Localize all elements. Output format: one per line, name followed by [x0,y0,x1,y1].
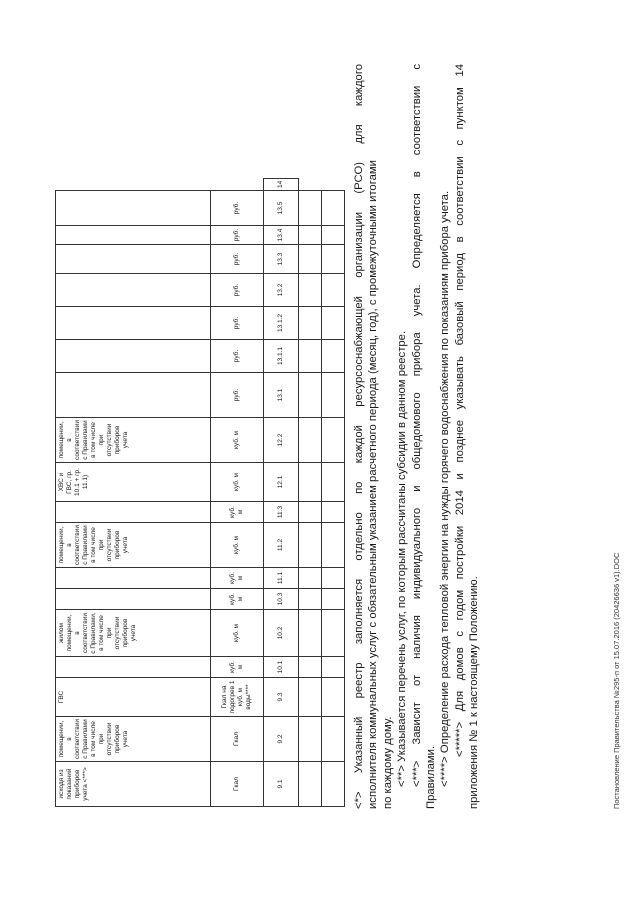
header-cell: помещении, в соответствии с Правилами в том числе при отсутствии приборов учета [56,523,211,568]
empty-cell [299,610,322,657]
unit-cell: куб. м [211,523,264,568]
unit-cell: руб. [211,373,264,418]
header-cell [56,568,211,589]
empty-cell [322,568,345,589]
empty-cell [299,373,322,418]
header-cell [56,245,211,274]
header-cell: ГВС [56,678,211,717]
empty-cell [322,245,345,274]
number-cell: 11.3 [264,502,299,523]
number-cell: 13.3 [264,245,299,274]
empty-cell [299,589,322,610]
empty-cell [322,678,345,717]
header-cell [56,502,211,523]
empty-cell [322,610,345,657]
empty-cell [322,191,345,226]
empty-cell [299,245,322,274]
number-cell: 9.3 [264,678,299,717]
header-cell [56,307,211,340]
empty-cell [322,373,345,418]
number-cell: 13.4 [264,226,299,245]
number-cell: 11.1 [264,568,299,589]
number-cell: 13.1 [264,373,299,418]
empty-cell [322,657,345,678]
footnote-separator [344,397,345,663]
number-cell: 13.5 [264,191,299,226]
footnotes [353,64,483,809]
footnote-1-line-3: по каждому дому. [381,716,394,809]
empty-cell [322,523,345,568]
unit-cell: куб. м [211,568,264,589]
empty-cell [299,523,322,568]
footnote-5-line-1: <*****> Для домов с годом постройки 2014 и позднее указывать базовый период в соответствии с пунктом 14 [453,64,466,757]
empty-cell [299,418,322,463]
number-cell: 12.1 [264,463,299,502]
empty-cell [299,463,322,502]
number-cell: 13.2 [264,274,299,307]
header-cell [56,274,211,307]
number-cell: 9.2 [264,717,299,762]
footnote-4: <****> Определение расхода тепловой энергии на нужды горячего водоснабжения по показаниям прибора учета. [439,190,452,787]
empty-cell [322,762,345,807]
number-cell: 9.1 [264,762,299,807]
empty-cell [299,307,322,340]
header-cell: помещении, в соответствии с Правилами в том числе при отсутствии приборов учета [56,418,211,463]
empty-cell [322,463,345,502]
header-cell [56,191,211,226]
empty-cell [322,226,345,245]
unit-cell: куб. м [211,502,264,523]
footnote-2: <**> Указывается перечень услуг, по которым рассчитаны субсидии в данном реестре. [396,330,409,787]
unit-cell: руб. [211,191,264,226]
empty-cell [322,418,345,463]
empty-cell [299,340,322,373]
header-cell: помещении, в соответствии с Правилами в том числе при отсутствии приборов учета [56,717,211,762]
footnote-1-line-1: <*> Указанный реестр заполняется отдельно по каждой ресурсоснабжающей организации (РСО) для каждого [353,64,365,809]
unit-cell: куб. м [211,657,264,678]
header-cell: ХВС и ГВС, гр. 10.1 + гр. 11.1) [56,463,211,502]
number-cell: 13.1.2 [264,307,299,340]
number-cell: 10.2 [264,610,299,657]
table-column-number-row [264,178,299,806]
number-cell: 11.2 [264,523,299,568]
unit-cell: руб. [211,307,264,340]
unit-cell: Гкал на подогрев 1 куб. м воды**** [211,678,264,717]
unit-cell: Гкал [211,717,264,762]
subsidy-registry-table [55,178,345,807]
empty-cell [299,502,322,523]
empty-cell [299,717,322,762]
unit-cell: руб. [211,226,264,245]
header-cell: исходя из показаний приборов учета <***> [56,762,211,807]
table-units-row [211,178,264,806]
footnote-3-line-2: Правилами. [425,745,438,809]
table-empty-row [322,178,345,806]
header-cell [56,340,211,373]
table-header-row [56,178,211,806]
number-cell: 14 [264,178,299,190]
empty-cell [299,762,322,807]
header-cell [56,589,211,610]
footnote-5-line-2: приложения № 1 к настоящему Положению. [468,576,481,809]
unit-cell: руб. [211,340,264,373]
document-footer: Постановление Правительства №295-п от 15.07.2016 (20426636 v1).DOC [612,552,621,809]
number-cell: 10.1 [264,657,299,678]
header-cell: жилом помещении, в соответствии с Правилами, в том числе при отсутствии приборов учета [56,610,211,657]
empty-cell [299,274,322,307]
unit-cell: куб. м [211,589,264,610]
empty-cell [322,340,345,373]
table-empty-row [299,178,322,806]
empty-cell [299,226,322,245]
unit-cell: Гкал [211,762,264,807]
empty-cell [322,502,345,523]
unit-cell: куб. м [211,610,264,657]
unit-cell: руб. [211,245,264,274]
empty-cell [322,307,345,340]
footnote-1-line-2: исполнителя коммунальных услуг с обязательным указанием расчетного периода (месяц, год), с промежуточными итогами [367,160,380,809]
header-cell [56,373,211,418]
footnote-3-line-1: <***> Зависит от наличия индивидуального и общедомового прибора учета. Определяется в соответствии с [410,64,423,787]
header-cell [56,226,211,245]
empty-cell [299,657,322,678]
number-cell: 13.1.1 [264,340,299,373]
number-cell: 10.3 [264,589,299,610]
empty-cell [322,589,345,610]
unit-cell: куб. м [211,418,264,463]
empty-cell [299,191,322,226]
empty-cell [322,274,345,307]
empty-cell [299,678,322,717]
header-cell [56,657,211,678]
number-cell: 12.2 [264,418,299,463]
empty-cell [299,568,322,589]
empty-cell [322,717,345,762]
unit-cell: куб. м [211,463,264,502]
unit-cell: руб. [211,274,264,307]
